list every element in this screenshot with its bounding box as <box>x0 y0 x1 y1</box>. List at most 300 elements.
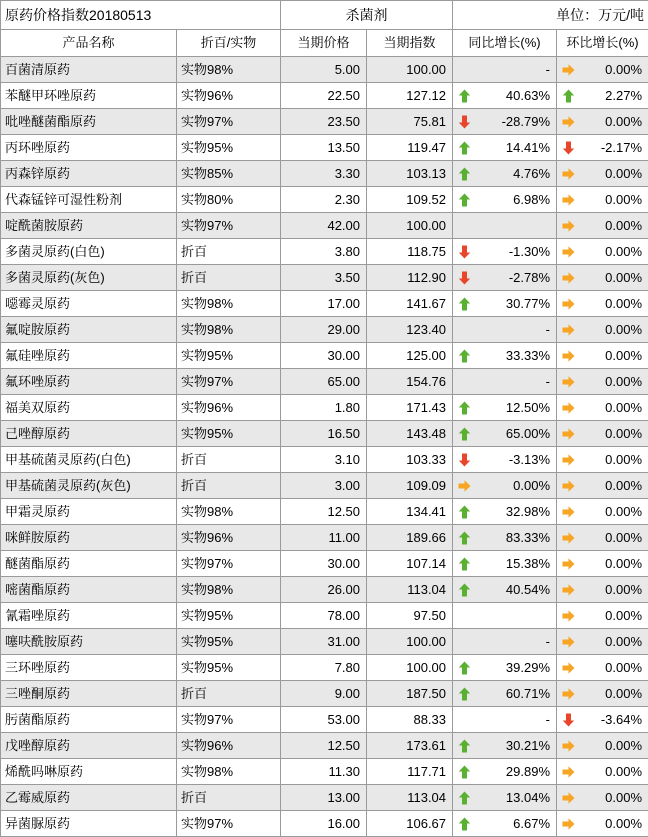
cell-price: 1.80 <box>281 395 367 421</box>
cell-mom <box>557 629 648 655</box>
arrow-up-icon <box>458 531 471 545</box>
cell-unit: 实物95% <box>177 135 281 161</box>
arrow-up-icon <box>458 349 471 363</box>
cell-price: 78.00 <box>281 603 367 629</box>
arrow-flat-icon <box>562 765 575 779</box>
table-row <box>1 317 648 343</box>
arrow-up-icon <box>458 739 471 753</box>
cell-index: 127.12 <box>367 83 453 109</box>
arrow-flat-icon <box>562 479 575 493</box>
cell-product-name: 多菌灵原药(白色) <box>1 239 177 265</box>
column-header-name: 产品名称 <box>1 30 177 57</box>
cell-unit: 实物97% <box>177 707 281 733</box>
cell-mom-value: 0.00% <box>605 270 642 285</box>
cell-unit: 实物98% <box>177 291 281 317</box>
cell-unit: 实物95% <box>177 603 281 629</box>
cell-unit: 实物95% <box>177 655 281 681</box>
cell-unit: 实物98% <box>177 57 281 83</box>
cell-mom <box>557 603 648 629</box>
table-row <box>1 525 648 551</box>
cell-yoy-value: 30.21% <box>506 738 550 753</box>
cell-index: 109.09 <box>367 473 453 499</box>
table-row <box>1 239 648 265</box>
table-row <box>1 395 648 421</box>
arrow-flat-icon <box>562 661 575 675</box>
cell-product-name: 噻呋酰胺原药 <box>1 629 177 655</box>
cell-mom <box>557 499 648 525</box>
arrow-up-icon <box>458 141 471 155</box>
cell-mom-value: 0.00% <box>605 426 642 441</box>
cell-mom <box>557 161 648 187</box>
cell-unit: 实物96% <box>177 83 281 109</box>
cell-unit: 实物97% <box>177 811 281 837</box>
cell-mom <box>557 655 648 681</box>
cell-price: 26.00 <box>281 577 367 603</box>
table-row <box>1 733 648 759</box>
cell-yoy-value: 39.29% <box>506 660 550 675</box>
cell-mom <box>557 707 648 733</box>
arrow-down-icon <box>562 141 575 155</box>
cell-yoy-value: 14.41% <box>506 140 550 155</box>
cell-mom-value: 2.27% <box>605 88 642 103</box>
cell-yoy <box>453 603 557 629</box>
cell-yoy-value: 0.00% <box>513 478 550 493</box>
cell-yoy-value: 13.04% <box>506 790 550 805</box>
cell-mom <box>557 83 648 109</box>
arrow-up-icon <box>458 817 471 831</box>
cell-yoy <box>453 629 557 655</box>
cell-mom <box>557 213 648 239</box>
cell-mom <box>557 681 648 707</box>
table-row <box>1 811 648 837</box>
cell-mom-value: 0.00% <box>605 296 642 311</box>
cell-yoy <box>453 135 557 161</box>
cell-yoy <box>453 317 557 343</box>
cell-price: 11.30 <box>281 759 367 785</box>
cell-index: 154.76 <box>367 369 453 395</box>
cell-mom <box>557 239 648 265</box>
cell-index: 100.00 <box>367 655 453 681</box>
arrow-up-icon <box>458 765 471 779</box>
cell-mom <box>557 395 648 421</box>
cell-mom-value: 0.00% <box>605 790 642 805</box>
cell-mom <box>557 369 648 395</box>
cell-price: 23.50 <box>281 109 367 135</box>
cell-index: 100.00 <box>367 57 453 83</box>
cell-index: 123.40 <box>367 317 453 343</box>
cell-index: 173.61 <box>367 733 453 759</box>
arrow-up-icon <box>458 791 471 805</box>
cell-price: 9.00 <box>281 681 367 707</box>
column-header-unit: 折百/实物 <box>177 30 281 57</box>
cell-price: 17.00 <box>281 291 367 317</box>
cell-product-name: 三唑酮原药 <box>1 681 177 707</box>
cell-index: 118.75 <box>367 239 453 265</box>
cell-yoy <box>453 83 557 109</box>
sheet-unit: 单位：万元/吨 <box>453 1 648 30</box>
cell-mom <box>557 525 648 551</box>
cell-yoy <box>453 681 557 707</box>
cell-unit: 实物96% <box>177 733 281 759</box>
cell-product-name: 噁霉灵原药 <box>1 291 177 317</box>
table-row <box>1 577 648 603</box>
cell-mom <box>557 57 648 83</box>
table-row <box>1 161 648 187</box>
cell-yoy <box>453 421 557 447</box>
table-row <box>1 57 648 83</box>
column-header-index: 当期指数 <box>367 30 453 57</box>
cell-index: 107.14 <box>367 551 453 577</box>
cell-yoy-value: 60.71% <box>506 686 550 701</box>
cell-unit: 实物98% <box>177 577 281 603</box>
cell-index: 125.00 <box>367 343 453 369</box>
cell-yoy <box>453 525 557 551</box>
arrow-up-icon <box>458 297 471 311</box>
cell-price: 53.00 <box>281 707 367 733</box>
arrow-flat-icon <box>562 193 575 207</box>
cell-index: 100.00 <box>367 629 453 655</box>
cell-unit: 实物95% <box>177 343 281 369</box>
arrow-flat-icon <box>562 453 575 467</box>
cell-unit: 折百 <box>177 447 281 473</box>
cell-price: 3.30 <box>281 161 367 187</box>
table-row <box>1 369 648 395</box>
cell-mom <box>557 421 648 447</box>
cell-yoy <box>453 551 557 577</box>
cell-index: 189.66 <box>367 525 453 551</box>
cell-mom-value: 0.00% <box>605 374 642 389</box>
cell-mom-value: 0.00% <box>605 114 642 129</box>
cell-index: 187.50 <box>367 681 453 707</box>
cell-yoy-value: 4.76% <box>513 166 550 181</box>
cell-price: 29.00 <box>281 317 367 343</box>
cell-unit: 折百 <box>177 681 281 707</box>
cell-mom-value: -2.17% <box>601 140 642 155</box>
table-row <box>1 291 648 317</box>
table-row <box>1 213 648 239</box>
arrow-flat-icon <box>562 167 575 181</box>
cell-price: 65.00 <box>281 369 367 395</box>
cell-yoy <box>453 291 557 317</box>
cell-price: 3.80 <box>281 239 367 265</box>
cell-mom <box>557 447 648 473</box>
table-row <box>1 265 648 291</box>
column-header-mom: 环比增长(%) <box>557 30 648 57</box>
arrow-flat-icon <box>562 349 575 363</box>
cell-index: 117.71 <box>367 759 453 785</box>
cell-price: 16.00 <box>281 811 367 837</box>
arrow-flat-icon <box>562 583 575 597</box>
table-row <box>1 109 648 135</box>
cell-yoy <box>453 187 557 213</box>
cell-index: 100.00 <box>367 213 453 239</box>
arrow-up-icon <box>458 583 471 597</box>
cell-index: 106.67 <box>367 811 453 837</box>
cell-price: 3.50 <box>281 265 367 291</box>
arrow-flat-icon <box>562 635 575 649</box>
cell-mom-value: 0.00% <box>605 556 642 571</box>
table-row <box>1 629 648 655</box>
cell-yoy <box>453 577 557 603</box>
arrow-down-icon <box>458 453 471 467</box>
cell-yoy-value: - <box>546 374 550 389</box>
table-row <box>1 681 648 707</box>
cell-yoy <box>453 447 557 473</box>
cell-mom-value: -3.64% <box>601 712 642 727</box>
arrow-flat-icon <box>562 323 575 337</box>
table-row <box>1 343 648 369</box>
cell-yoy-value: -28.79% <box>502 114 550 129</box>
cell-unit: 实物97% <box>177 213 281 239</box>
cell-index: 143.48 <box>367 421 453 447</box>
sheet-category: 杀菌剂 <box>281 1 453 30</box>
cell-index: 119.47 <box>367 135 453 161</box>
cell-price: 13.00 <box>281 785 367 811</box>
cell-product-name: 百菌清原药 <box>1 57 177 83</box>
cell-mom <box>557 473 648 499</box>
cell-yoy-value: -2.78% <box>509 270 550 285</box>
cell-yoy-value: -1.30% <box>509 244 550 259</box>
arrow-flat-icon <box>562 505 575 519</box>
cell-product-name: 三环唑原药 <box>1 655 177 681</box>
cell-yoy <box>453 57 557 83</box>
cell-price: 12.50 <box>281 733 367 759</box>
cell-index: 112.90 <box>367 265 453 291</box>
cell-yoy-value: - <box>546 62 550 77</box>
arrow-up-icon <box>458 89 471 103</box>
cell-yoy <box>453 343 557 369</box>
cell-price: 3.00 <box>281 473 367 499</box>
cell-index: 134.41 <box>367 499 453 525</box>
cell-yoy <box>453 733 557 759</box>
cell-yoy <box>453 161 557 187</box>
cell-unit: 折百 <box>177 473 281 499</box>
cell-product-name: 戊唑醇原药 <box>1 733 177 759</box>
cell-unit: 实物85% <box>177 161 281 187</box>
cell-mom-value: 0.00% <box>605 738 642 753</box>
cell-mom <box>557 291 648 317</box>
cell-mom-value: 0.00% <box>605 582 642 597</box>
arrow-flat-icon <box>562 375 575 389</box>
cell-yoy <box>453 109 557 135</box>
cell-product-name: 代森锰锌可湿性粉剂 <box>1 187 177 213</box>
cell-yoy-value: 15.38% <box>506 556 550 571</box>
table-row <box>1 473 648 499</box>
cell-unit: 实物95% <box>177 421 281 447</box>
cell-yoy-value: 40.54% <box>506 582 550 597</box>
arrow-up-icon <box>458 167 471 181</box>
arrow-up-icon <box>458 557 471 571</box>
cell-yoy <box>453 473 557 499</box>
cell-unit: 实物98% <box>177 759 281 785</box>
cell-unit: 实物98% <box>177 317 281 343</box>
cell-yoy <box>453 369 557 395</box>
cell-product-name: 福美双原药 <box>1 395 177 421</box>
arrow-down-icon <box>458 115 471 129</box>
cell-price: 2.30 <box>281 187 367 213</box>
cell-price: 5.00 <box>281 57 367 83</box>
table-row <box>1 421 648 447</box>
cell-product-name: 咪鲜胺原药 <box>1 525 177 551</box>
cell-product-name: 啶酰菌胺原药 <box>1 213 177 239</box>
cell-product-name: 丙森锌原药 <box>1 161 177 187</box>
arrow-flat-icon <box>562 791 575 805</box>
arrow-flat-icon <box>562 687 575 701</box>
cell-product-name: 吡唑醚菌酯原药 <box>1 109 177 135</box>
cell-index: 113.04 <box>367 577 453 603</box>
cell-mom-value: 0.00% <box>605 166 642 181</box>
cell-product-name: 氰霜唑原药 <box>1 603 177 629</box>
cell-mom-value: 0.00% <box>605 62 642 77</box>
arrow-up-icon <box>458 661 471 675</box>
cell-index: 88.33 <box>367 707 453 733</box>
arrow-flat-icon <box>562 271 575 285</box>
cell-yoy-value: 12.50% <box>506 400 550 415</box>
arrow-flat-icon <box>562 63 575 77</box>
cell-yoy <box>453 655 557 681</box>
column-header-price: 当期价格 <box>281 30 367 57</box>
table-row <box>1 603 648 629</box>
table-row <box>1 499 648 525</box>
arrow-flat-icon <box>562 557 575 571</box>
arrow-flat-icon <box>562 115 575 129</box>
cell-index: 109.52 <box>367 187 453 213</box>
cell-unit: 实物80% <box>177 187 281 213</box>
arrow-up-icon <box>458 401 471 415</box>
cell-price: 22.50 <box>281 83 367 109</box>
table-row <box>1 83 648 109</box>
arrow-flat-icon <box>562 427 575 441</box>
cell-unit: 实物97% <box>177 109 281 135</box>
cell-yoy-value: - <box>546 634 550 649</box>
cell-yoy-value: - <box>546 322 550 337</box>
cell-product-name: 烯酰吗啉原药 <box>1 759 177 785</box>
cell-mom <box>557 135 648 161</box>
table-row <box>1 447 648 473</box>
cell-product-name: 氟啶胺原药 <box>1 317 177 343</box>
cell-yoy <box>453 239 557 265</box>
arrow-up-icon <box>458 193 471 207</box>
cell-index: 75.81 <box>367 109 453 135</box>
cell-unit: 折百 <box>177 785 281 811</box>
table-row <box>1 655 648 681</box>
arrow-down-icon <box>562 713 575 727</box>
cell-price: 31.00 <box>281 629 367 655</box>
cell-mom-value: 0.00% <box>605 608 642 623</box>
cell-mom-value: 0.00% <box>605 530 642 545</box>
cell-price: 16.50 <box>281 421 367 447</box>
arrow-flat-icon <box>562 297 575 311</box>
arrow-down-icon <box>458 271 471 285</box>
cell-mom-value: 0.00% <box>605 686 642 701</box>
cell-unit: 实物95% <box>177 629 281 655</box>
cell-mom-value: 0.00% <box>605 218 642 233</box>
cell-mom <box>557 811 648 837</box>
table-row <box>1 551 648 577</box>
cell-price: 30.00 <box>281 343 367 369</box>
cell-product-name: 多菌灵原药(灰色) <box>1 265 177 291</box>
cell-mom <box>557 577 648 603</box>
cell-mom <box>557 265 648 291</box>
cell-unit: 实物96% <box>177 395 281 421</box>
cell-product-name: 丙环唑原药 <box>1 135 177 161</box>
cell-mom-value: 0.00% <box>605 452 642 467</box>
cell-unit: 实物97% <box>177 369 281 395</box>
cell-mom <box>557 317 648 343</box>
cell-mom-value: 0.00% <box>605 504 642 519</box>
cell-mom-value: 0.00% <box>605 816 642 831</box>
cell-index: 113.04 <box>367 785 453 811</box>
sheet-title: 原药价格指数20180513 <box>1 1 281 30</box>
cell-product-name: 氟硅唑原药 <box>1 343 177 369</box>
cell-mom <box>557 733 648 759</box>
cell-price: 11.00 <box>281 525 367 551</box>
arrow-up-icon <box>458 427 471 441</box>
cell-yoy <box>453 811 557 837</box>
cell-yoy-value: - <box>546 712 550 727</box>
cell-yoy-value: 6.98% <box>513 192 550 207</box>
cell-mom-value: 0.00% <box>605 400 642 415</box>
arrow-flat-icon <box>458 479 471 493</box>
cell-index: 141.67 <box>367 291 453 317</box>
cell-index: 171.43 <box>367 395 453 421</box>
table-row <box>1 707 648 733</box>
cell-mom-value: 0.00% <box>605 478 642 493</box>
cell-yoy-value: -3.13% <box>509 452 550 467</box>
arrow-flat-icon <box>562 739 575 753</box>
column-header-yoy: 同比增长(%) <box>453 30 557 57</box>
cell-mom-value: 0.00% <box>605 764 642 779</box>
column-header-row <box>1 30 648 57</box>
cell-product-name: 乙霉威原药 <box>1 785 177 811</box>
cell-product-name: 醚菌酯原药 <box>1 551 177 577</box>
cell-mom-value: 0.00% <box>605 634 642 649</box>
cell-yoy <box>453 213 557 239</box>
table-row <box>1 187 648 213</box>
cell-yoy-value: 65.00% <box>506 426 550 441</box>
cell-yoy <box>453 499 557 525</box>
title-row <box>1 1 648 30</box>
cell-price: 3.10 <box>281 447 367 473</box>
cell-yoy-value: 40.63% <box>506 88 550 103</box>
cell-price: 42.00 <box>281 213 367 239</box>
cell-mom-value: 0.00% <box>605 660 642 675</box>
cell-product-name: 氟环唑原药 <box>1 369 177 395</box>
arrow-down-icon <box>458 245 471 259</box>
cell-index: 103.33 <box>367 447 453 473</box>
arrow-flat-icon <box>562 817 575 831</box>
cell-price: 13.50 <box>281 135 367 161</box>
cell-product-name: 甲基硫菌灵原药(白色) <box>1 447 177 473</box>
cell-unit: 折百 <box>177 265 281 291</box>
arrow-flat-icon <box>562 531 575 545</box>
cell-mom-value: 0.00% <box>605 192 642 207</box>
cell-price: 30.00 <box>281 551 367 577</box>
cell-mom <box>557 343 648 369</box>
cell-unit: 实物96% <box>177 525 281 551</box>
cell-yoy-value: 32.98% <box>506 504 550 519</box>
cell-yoy <box>453 265 557 291</box>
cell-price: 7.80 <box>281 655 367 681</box>
cell-mom <box>557 187 648 213</box>
cell-mom <box>557 785 648 811</box>
cell-mom-value: 0.00% <box>605 348 642 363</box>
cell-product-name: 苯醚甲环唑原药 <box>1 83 177 109</box>
cell-mom <box>557 551 648 577</box>
arrow-up-icon <box>458 505 471 519</box>
cell-yoy <box>453 785 557 811</box>
cell-product-name: 嘧菌酯原药 <box>1 577 177 603</box>
